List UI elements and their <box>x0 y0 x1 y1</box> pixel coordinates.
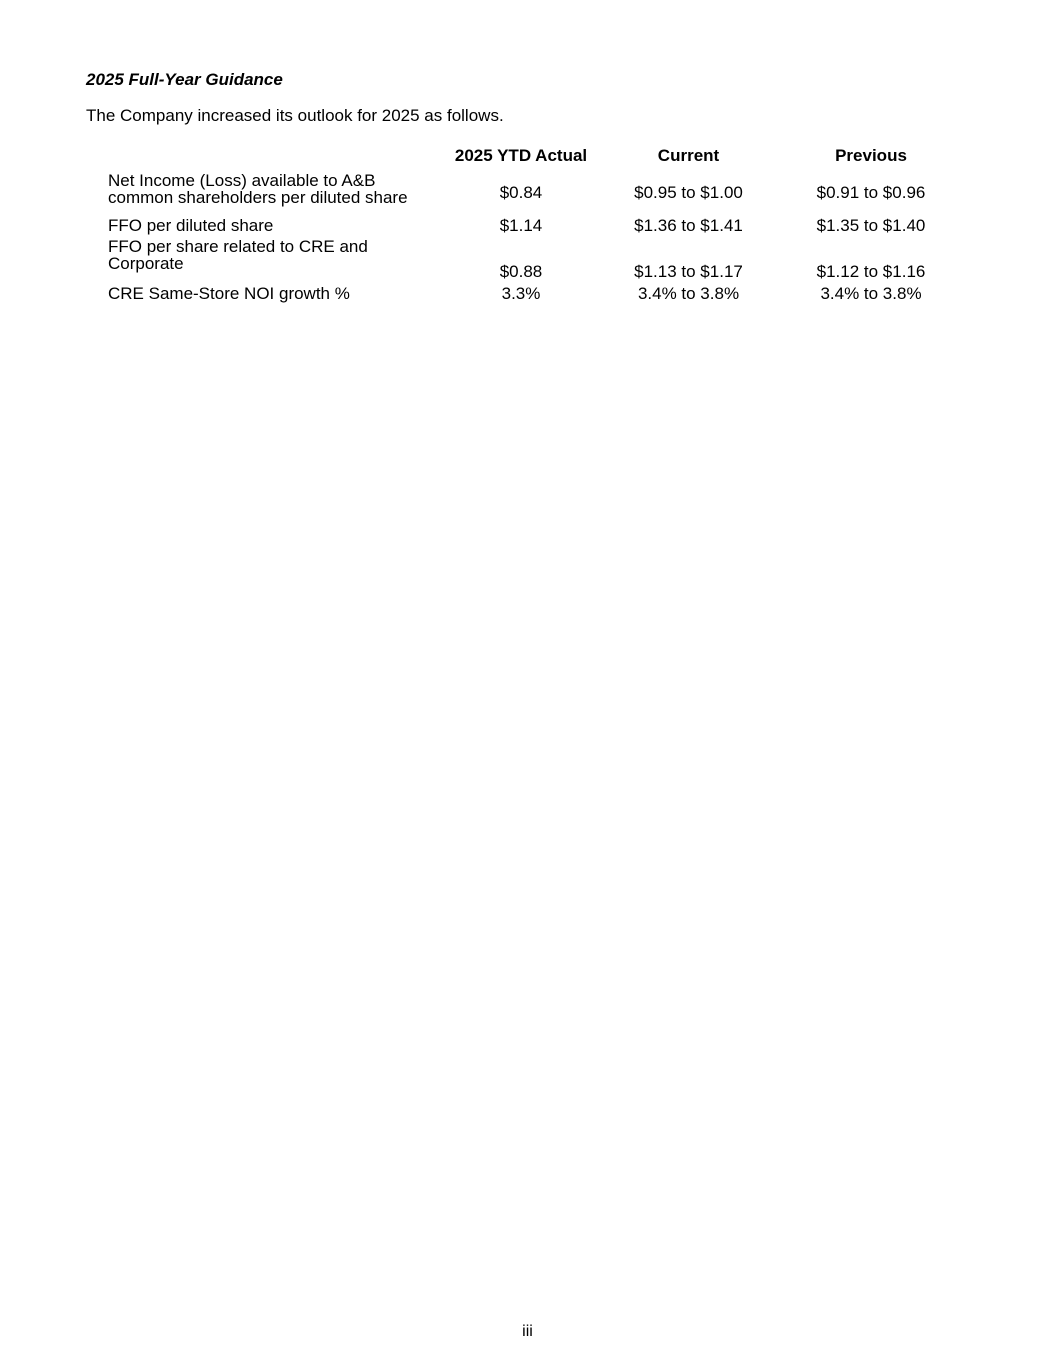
header-row <box>108 142 966 168</box>
table-row <box>108 280 966 306</box>
page-number: iii <box>522 1323 533 1340</box>
cell-previous: $0.91 to $0.96 <box>816 182 926 202</box>
cell-ytd-actual: $0.84 <box>499 182 543 202</box>
row-label-line: FFO per share related to CRE and <box>108 237 368 256</box>
section-heading: 2025 Full-Year Guidance <box>86 70 283 89</box>
cell-ytd-actual: $1.14 <box>499 215 543 235</box>
row-label-line: Corporate <box>108 254 184 273</box>
cell-previous: 3.4% to 3.8% <box>820 283 922 303</box>
header-ytd-actual: 2025 YTD Actual <box>454 145 588 165</box>
cell-previous: $1.12 to $1.16 <box>816 262 926 281</box>
row-label <box>108 168 441 212</box>
cell-current: $1.13 to $1.17 <box>634 262 743 281</box>
table-row <box>108 238 966 280</box>
row-label-line: FFO per diluted share <box>108 215 274 235</box>
row-label <box>108 212 441 238</box>
row-label-line: common shareholders per diluted share <box>108 188 408 207</box>
table-row <box>108 168 966 212</box>
cell-current: 3.4% to 3.8% <box>637 283 740 303</box>
cell-current: $1.36 to $1.41 <box>634 215 743 235</box>
header-previous: Previous <box>835 145 907 165</box>
row-label-line: CRE Same-Store NOI growth % <box>108 283 350 303</box>
header-current: Current <box>657 145 720 165</box>
cell-ytd-actual: 3.3% <box>501 283 541 303</box>
row-label <box>108 238 441 280</box>
row-label <box>108 280 441 306</box>
row-label-line: Net Income (Loss) available to A&B <box>108 171 376 190</box>
guidance-table <box>108 142 966 306</box>
intro-text: The Company increased its outlook for 2025 as follows. <box>86 106 504 125</box>
table-row <box>108 212 966 238</box>
cell-ytd-actual: $0.88 <box>499 262 543 281</box>
header-label <box>108 142 441 168</box>
cell-previous: $1.35 to $1.40 <box>816 215 926 235</box>
cell-current: $0.95 to $1.00 <box>634 182 743 202</box>
